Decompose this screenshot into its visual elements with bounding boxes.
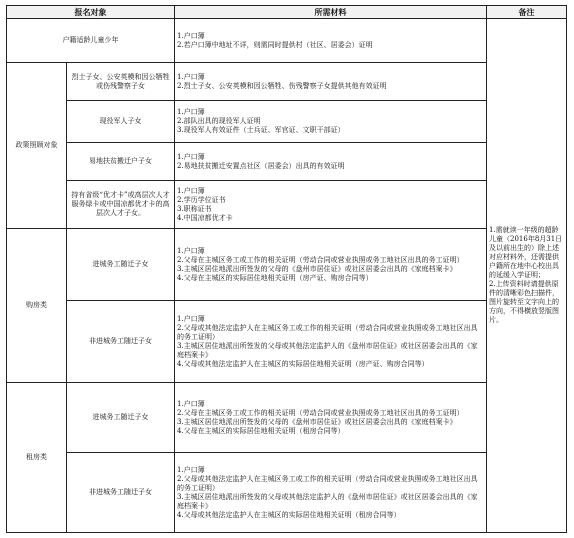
group-zhengce: 政策照顾对象 [7,63,67,229]
material-item: 4.父母在主城区的实际居住地相关证明（房产证、购房合同等） [177,273,373,282]
material-item: 4.父母或其他法定监护人在主城区的实际居住地相关证明（房产证、购房合同等） [177,359,429,368]
material-item: 1.户口簿 [177,465,205,474]
materials-yidi [175,143,487,181]
target-lieshi: 烈士子女、公安英模和因公牺牲或伤残警察子女 [67,63,175,101]
material-item: 2.烈士子女、公安英模和因公牺牲、伤残警察子女提供其他有效证明 [177,81,387,90]
material-item: 4.父母或其他法定监护人在主城区的实际居住地相关证明（租房合同等） [177,510,401,519]
material-item: 2.父母或其他法定监护人在主城区务工或工作的相关证明（劳动合同或营业执照或务工地社区出具的务工证明） [177,323,478,341]
target-goufang-feijincheng: 非进城务工随迁子女 [67,301,175,383]
target-youcai: 持有省级“优才卡”或高层次人才服务绿卡或中国凉都优才卡的高层次人才子女。 [67,181,175,229]
materials-goufang-feijincheng [175,301,487,383]
material-item: 2.若户口簿中地址不详，则需同时提供村（社区、居委会）证明 [177,40,373,49]
material-item: 4.父母在主城区的实际居住地相关证明（租房合同等） [177,426,345,435]
materials-zufang-jincheng [175,383,487,453]
material-item: 2.父母在主城区务工或工作的相关证明（劳动合同或营业执照或务工地社区出具的务工证明） [177,255,464,264]
material-item: 1.户口簿 [177,152,205,161]
header-materials: 所需材料 [175,6,487,19]
materials-lieshi [175,63,487,101]
material-item: 2.父母或其他法定监护人在主城区务工或工作的相关证明（劳动合同或营业执照或务工地社区出具的务工证明） [177,474,478,492]
material-item: 1.户口簿 [177,314,205,323]
target-zufang-feijincheng: 非进城务工随迁子女 [67,453,175,533]
target-goufang-jincheng: 进城务工随迁子女 [67,229,175,301]
material-item: 2.易地扶贫搬迁安置点社区（居委会）出具的有效证明 [177,161,345,170]
material-item: 3.现役军人有效证件（士兵证、军官证、文职干部证） [177,126,345,134]
materials-goufang-jincheng [175,229,487,301]
material-item: 1.户口簿 [177,72,205,81]
group-zufang: 租房类 [7,383,67,533]
material-item: 3.主城区居住地派出所签发的父母的《盘州市居住证》或社区居委会出具的《家庭档案卡》 [177,264,457,273]
material-item: 2.学历学位证书 [177,195,226,204]
remark-cell [487,19,567,533]
materials-junren [175,101,487,143]
remark-p1: 1.需就读一年级的超龄儿童（2016年8月31日及以前出生的）除上述对应材料外，还需提供户籍所在地中心校出具的延缓入学证明； [489,226,563,279]
material-item: 3.职称证书 [177,204,212,213]
material-item: 1.户口簿 [177,186,205,195]
header-remark: 备注 [487,6,567,19]
header-target: 报名对象 [7,6,175,19]
material-item: 3.主城区居住地派出所签发的父母或其他法定监护人的《盘州市居住证》或社区居委会出具的《家庭档案卡》 [177,492,478,510]
target-zufang-jincheng: 进城务工随迁子女 [67,383,175,453]
target-junren: 现役军人子女 [67,101,175,143]
target-yidi: 易地扶贫搬迁户子女 [67,143,175,181]
enrollment-materials-table [6,5,567,533]
group-goufang: 购房类 [7,229,67,383]
target-huji: 户籍适龄儿童少年 [7,19,175,63]
material-item: 1.户口簿 [177,399,205,408]
material-item: 4.中国凉都优才卡 [177,213,233,222]
material-item: 2.父母在主城区务工或工作的相关证明（劳动合同或营业执照或务工地社区出具的务工证明） [177,408,464,417]
materials-huji [175,19,487,63]
materials-zufang-feijincheng [175,453,487,533]
material-item: 2.部队出具的现役军人证明 [177,117,261,125]
material-item: 1.户口簿 [177,108,205,116]
material-item: 1.户口簿 [177,31,205,40]
material-item: 3.主城区居住地派出所签发的父母或其他法定监护人的《盘州市居住证》或社区居委会出具的《家庭档案卡》 [177,341,478,359]
material-item: 1.户口簿 [177,246,205,255]
materials-youcai [175,181,487,229]
remark-p2: 2.上传资料时请提供原件的清晰彩色扫描件，图片旋转至文字向上的方向，不得横放竖版图片。 [489,280,559,324]
material-item: 3.主城区居住地派出所签发的父母的《盘州市居住证》或社区居委会出具的《家庭档案卡》 [177,417,457,426]
